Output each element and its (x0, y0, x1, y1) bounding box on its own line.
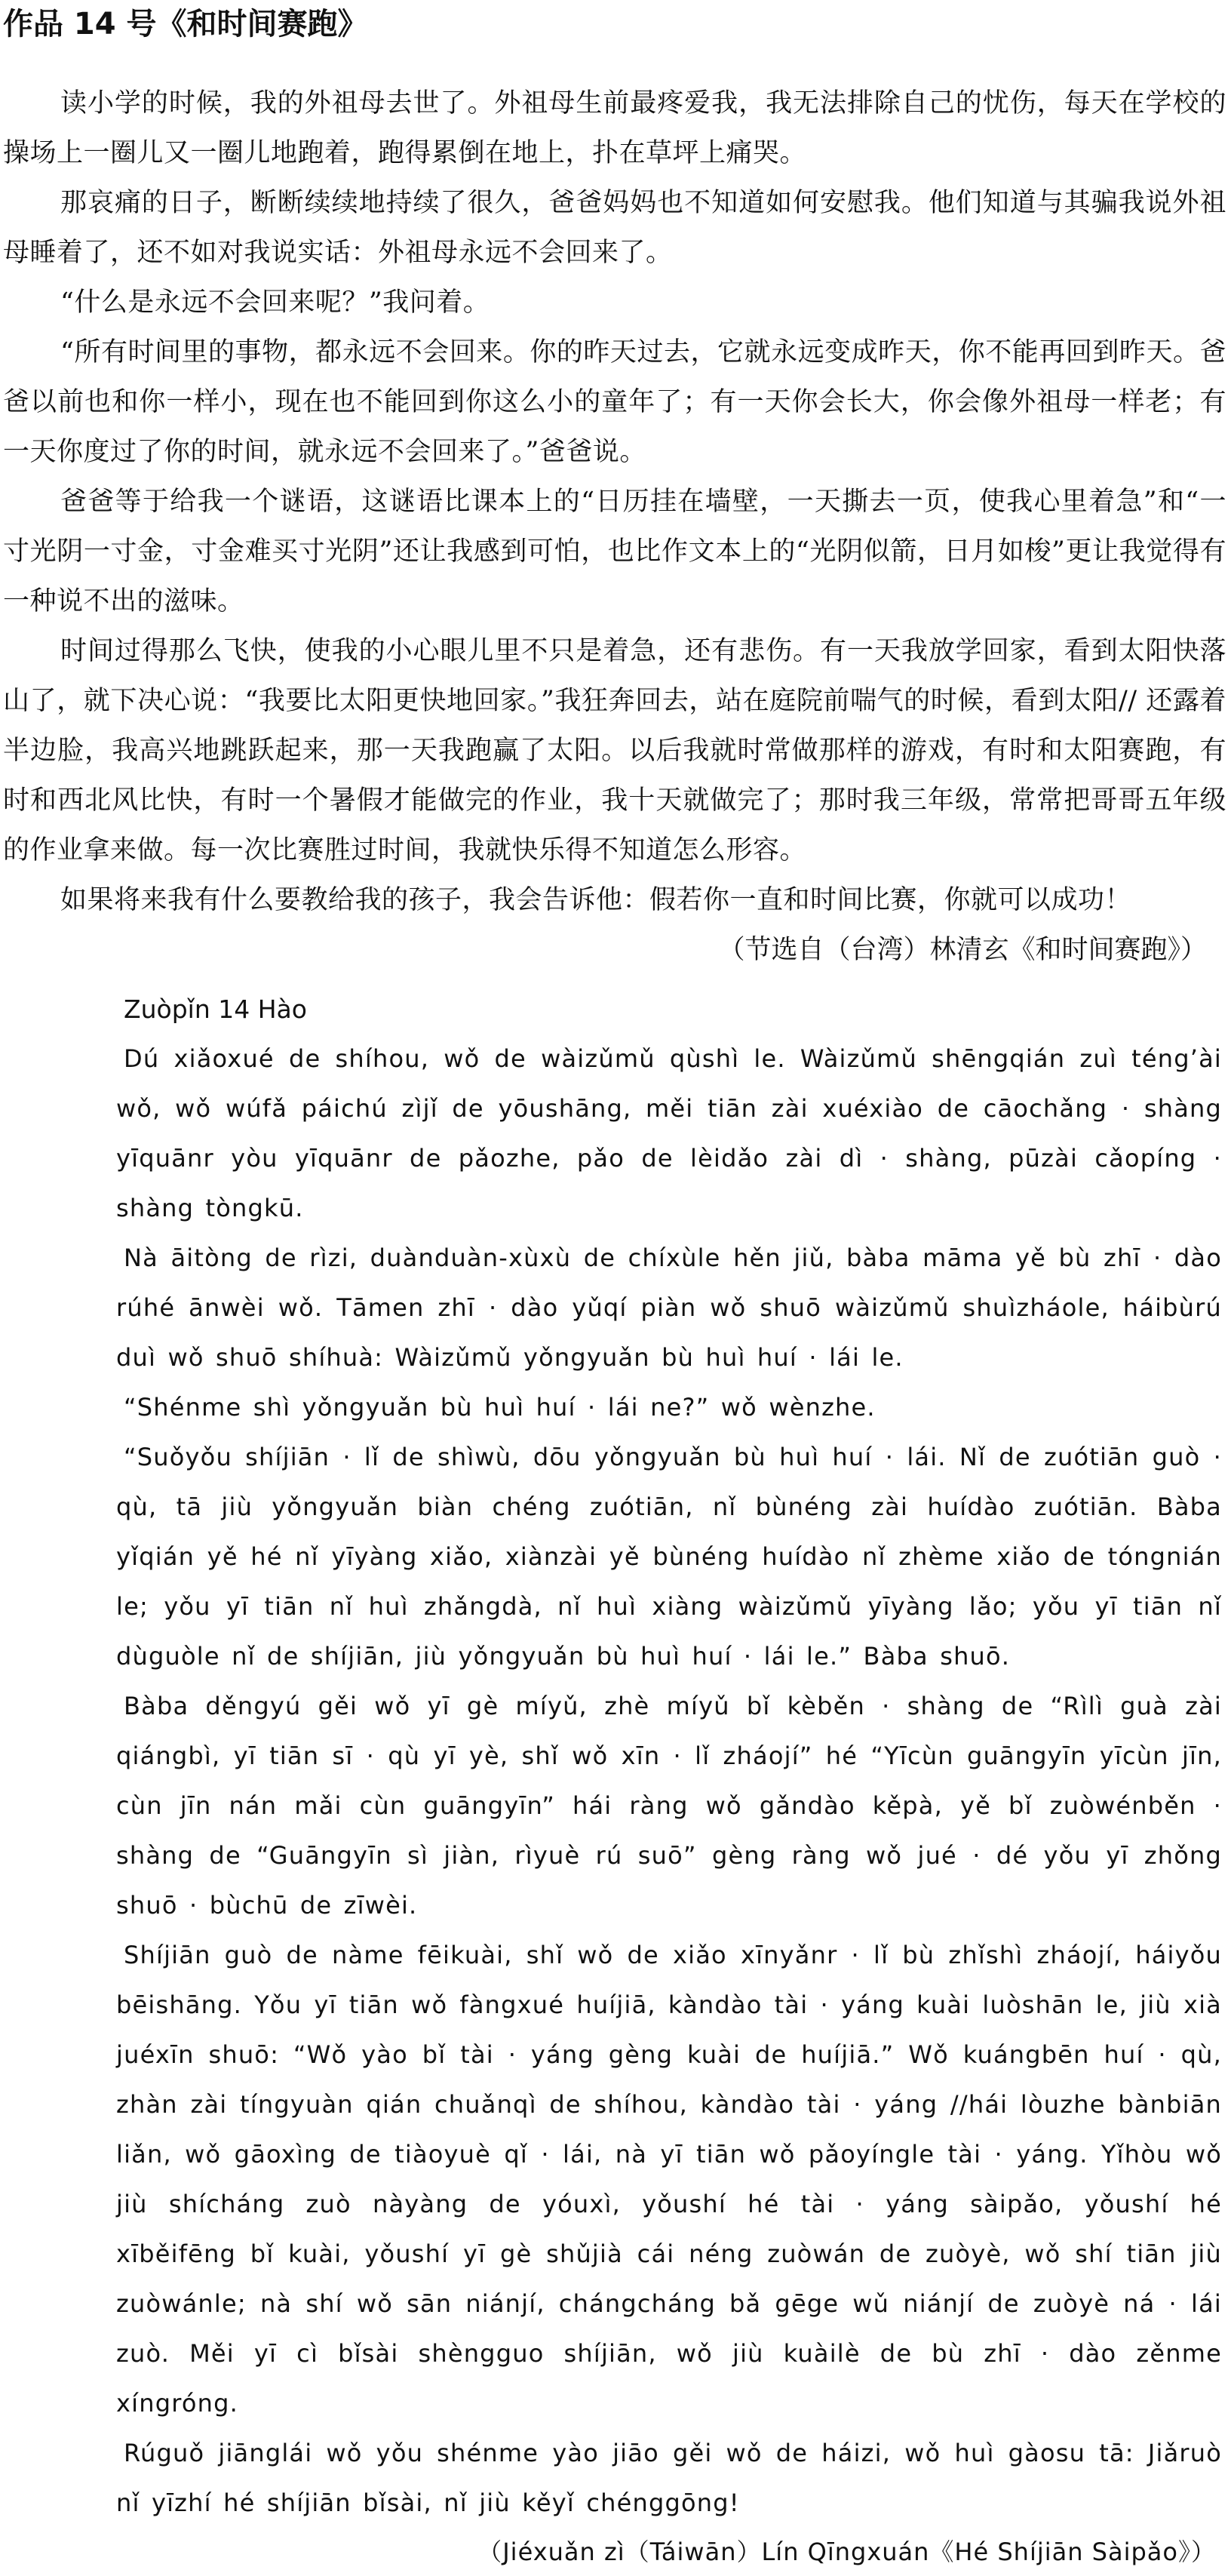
chinese-paragraph: “所有时间里的事物，都永远不会回来。你的昨天过去，它就永远变成昨天，你不能再回到昨天。爸爸以前也和你一样小，现在也不能回到你这么小的童年了；有一天你会长大，你会像外祖母一样老；有一天你度过了你的时间，就永远不会回来了。”爸爸说。 (3, 337, 1226, 467)
chinese-source-citation: （节选自（台湾）林清玄《和时间赛跑》） (718, 935, 1207, 965)
chinese-paragraph: 爸爸等于给我一个谜语，这谜语比课本上的“日历挂在墙壁，一天撕去一页，使我心里着急”和“一寸光阴一寸金，寸金难买寸光阴”还让我感到可怕，也比作文本上的“光阴似箭，日月如梭”更让我觉得有一种说不出的滋味。 (3, 487, 1226, 616)
chinese-paragraph: 时间过得那么飞快，使我的小心眼儿里不只是着急，还有悲伤。有一天我放学回家，看到太阳快落山了，就下决心说：“我要比太阳更快地回家。”我狂奔回去，站在庭院前喘气的时候，看到太阳// 还露着半边脸，我高兴地跳跃起来，那一天我跑赢了太阳。以后我就时常做那样的游戏，有时和太阳赛跑，有时和西北风比快，有时一个暑假才能做完的作业，我十天就做完了；那时我三年级，常常把哥哥五年级的作业拿来做。每一次比赛胜过时间，我就快乐得不知道怎么形容。 (3, 636, 1226, 865)
page-title: 作品 14 号《和时间赛跑》 (3, 7, 368, 41)
chinese-paragraph: 那哀痛的日子，断断续续地持续了很久，爸爸妈妈也不知道如何安慰我。他们知道与其骗我说外祖母睡着了，还不如对我说实话：外祖母永远不会回来了。 (3, 188, 1226, 268)
pinyin-paragraph: Rúguǒ jiānglái wǒ yǒu shénme yào jiāo gěi wǒ de háizi, wǒ huì gàosu tā: Jiǎruò nǐ yīzhí hé shíjiān bǐsài, nǐ jiù kěyǐ chénggōng! (116, 2439, 1222, 2517)
pinyin-paragraph: “Shénme shì yǒngyuǎn bù huì huí · lái ne?” wǒ wènzhe. (124, 1393, 876, 1422)
pinyin-text-section (3, 975, 1226, 2576)
pinyin-paragraph: Bàba děngyú gěi wǒ yī gè míyǔ, zhè míyǔ bǐ kèběn · shàng de “Rìlì guà zài qiángbì, yī tiān sī · qù yī yè, shǐ wǒ xīn · lǐ zháojí” hé “Yīcùn guāngyīn yīcùn jīn, cùn jīn nán mǎi cùn guāngyīn” hái ràng wǒ gǎndào kěpà, yě bǐ zuòwénběn · shàng de “Guāngyīn sì jiàn, rìyuè rú suō” gèng ràng wǒ jué · dé yǒu yī zhǒng shuō · bùchū de zīwèi. (116, 1692, 1222, 1920)
chinese-paragraph: 读小学的时候，我的外祖母去世了。外祖母生前最疼爱我，我无法排除自己的忧伤，每天在学校的操场上一圈儿又一圈儿地跑着，跑得累倒在地上，扑在草坪上痛哭。 (3, 88, 1226, 168)
chinese-paragraph: 如果将来我有什么要教给我的孩子，我会告诉他：假若你一直和时间比赛，你就可以成功！ (60, 885, 1132, 915)
pinyin-paragraph: “Suǒyǒu shíjiān · lǐ de shìwù, dōu yǒngyuǎn bù huì huí · lái. Nǐ de zuótiān guò · qù, tā jiù yǒngyuǎn biàn chéng zuótiān, nǐ bùnéng zài huídào zuótiān. Bàba yǐqián yě hé nǐ yīyàng xiǎo, xiànzài yě bùnéng huídào nǐ zhème xiǎo de tóngnián le; yǒu yī tiān nǐ huì zhǎngdà, nǐ huì xiàng wàizǔmǔ yīyàng lǎo; yǒu yī tiān nǐ dùguòle nǐ de shíjiān, jiù yǒngyuǎn bù huì huí · lái le.” Bàba shuō. (116, 1443, 1222, 1671)
pinyin-source-citation: （Jiéxuǎn zì（Táiwān）Lín Qīngxuán《Hé Shíjiān Sàipǎo》） (477, 2538, 1216, 2566)
chinese-text-section (3, 57, 1226, 975)
chinese-paragraph: “什么是永远不会回来呢？”我问着。 (60, 287, 490, 318)
pinyin-paragraph: Nà āitòng de rìzi, duànduàn-xùxù de chíxùle hěn jiǔ, bàba māma yě bù zhī · dào rúhé ānwèi wǒ. Tāmen zhī · dào yǔqí piàn wǒ shuō wàizǔmǔ shuìzháole, háibùrú duì wǒ shuō shíhuà: Wàizǔmǔ yǒngyuǎn bù huì huí · lái le. (116, 1243, 1222, 1372)
pinyin-paragraph: Shíjiān guò de nàme fēikuài, shǐ wǒ de xiǎo xīnyǎnr · lǐ bù zhǐshì zháojí, háiyǒu bēishāng. Yǒu yī tiān wǒ fàngxué huíjiā, kàndào tài · yáng kuài luòshān le, jiù xià juéxīn shuō: “Wǒ yào bǐ tài · yáng gèng kuài de huíjiā.” Wǒ kuángbēn huí · qù, zhàn zài tíngyuàn qián chuǎnqì de shíhou, kàndào tài · yáng //hái lòuzhe bànbiān liǎn, wǒ gāoxìng de tiàoyuè qǐ · lái, nà yī tiān wǒ pǎoyíngle tài · yáng. Yǐhòu wǒ jiù shícháng zuò nàyàng de yóuxì, yǒushí hé tài · yáng sàipǎo, yǒushí hé xīběifēng bǐ kuài, yǒushí yī gè shǔjià cái néng zuòwán de zuòyè, wǒ shí tiān jiù zuòwánle; nà shí wǒ sān niánjí, chángcháng bǎ gēge wǔ niánjí de zuòyè ná · lái zuò. Měi yī cì bǐsài shèngguo shíjiān, wǒ jiù kuàilè de bù zhī · dào zěnme xíngróng. (116, 1941, 1222, 2418)
pinyin-paragraph: Dú xiǎoxué de shíhou, wǒ de wàizǔmǔ qùshì le. Wàizǔmǔ shēngqián zuì téng’ài wǒ, wǒ wúfǎ páichú zìjǐ de yōushāng, měi tiān zài xuéxiào de cāochǎng · shàng yīquānr yòu yīquānr de pǎozhe, pǎo de lèidǎo zài dì · shàng, pūzài cǎopíng · shàng tòngkū. (116, 1044, 1222, 1222)
pinyin-heading: Zuòpǐn 14 Hào (124, 994, 307, 1024)
